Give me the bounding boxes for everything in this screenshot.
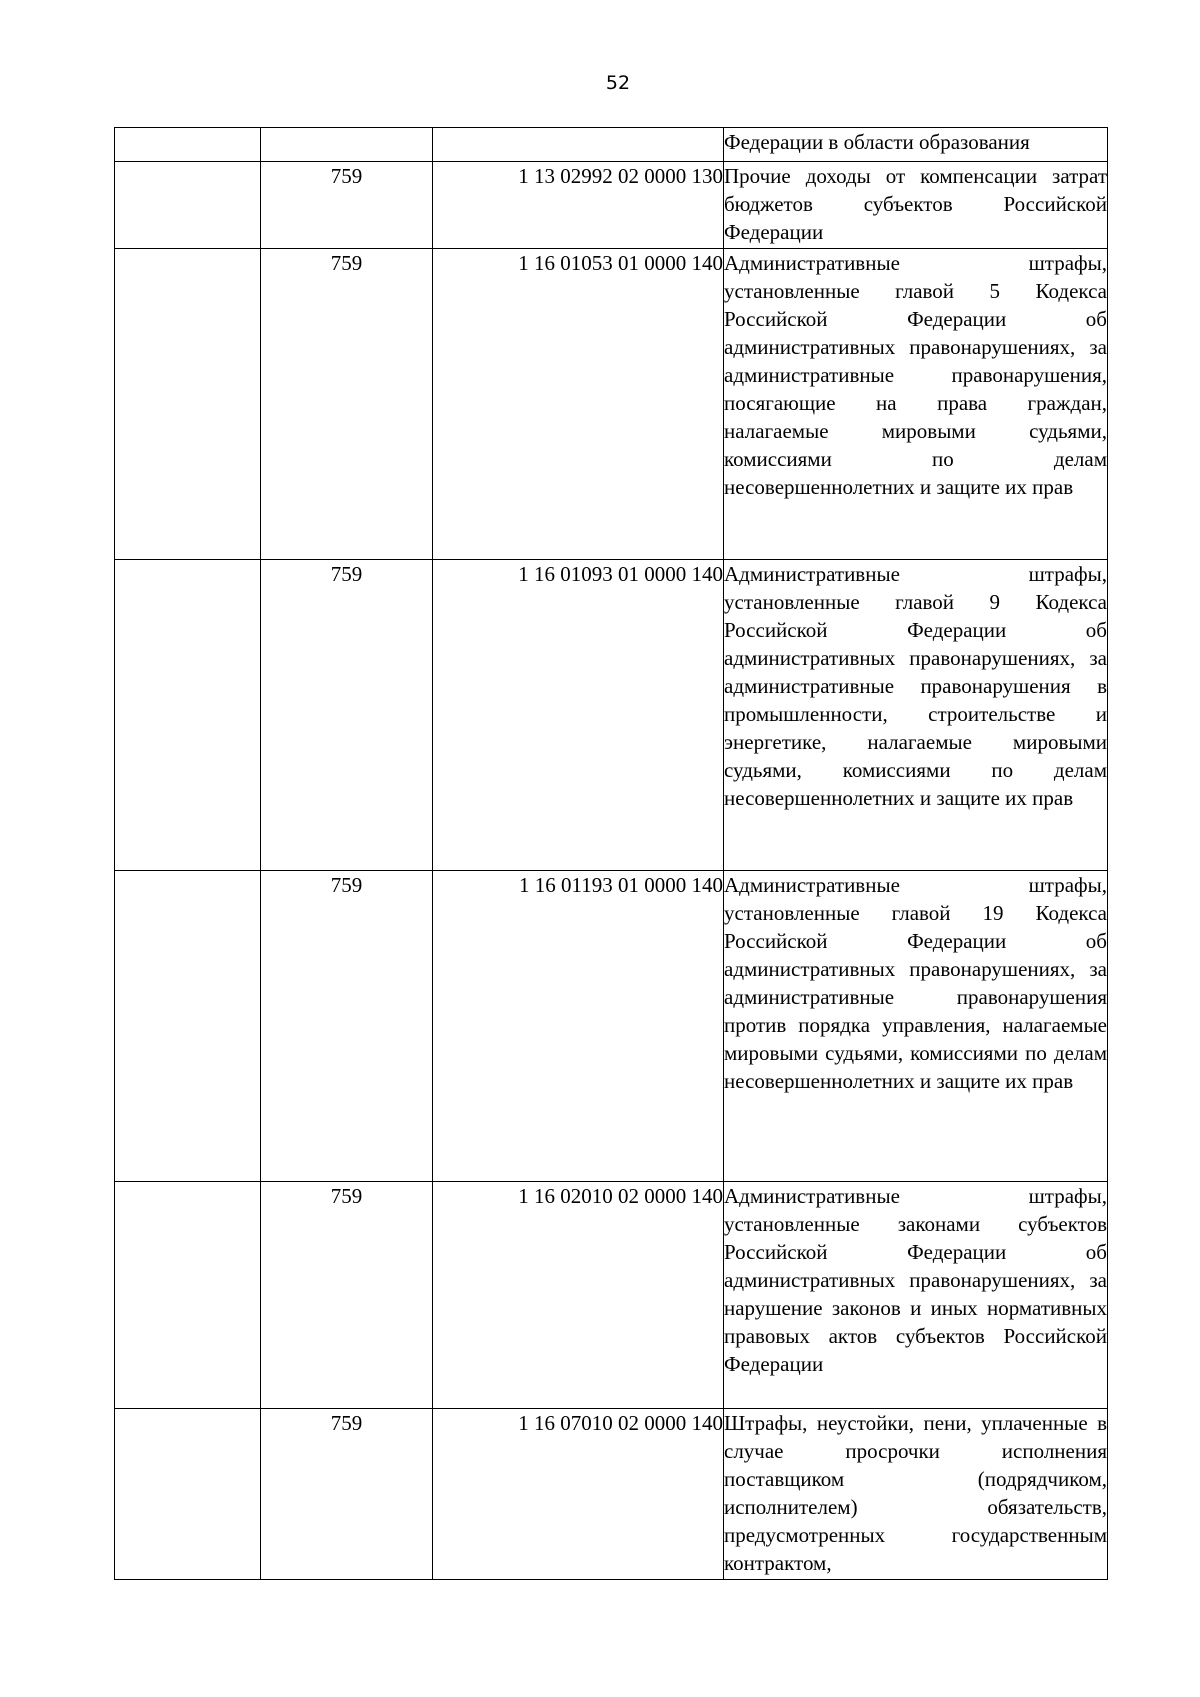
admin-code-cell: 759 — [261, 249, 433, 560]
admin-code-cell: 759 — [261, 1182, 433, 1409]
budget-code-cell — [433, 128, 724, 162]
income-name-cell: Административные штрафы, установленные главой 5 Кодекса Российской Федерации об административных правонарушениях, за административные правонарушения, посягающие на права граждан, налагаемые мировыми судьями, комиссиями по делам несовершеннолетних и защите их прав — [724, 249, 1108, 560]
income-name-cell: Административные штрафы, установленные главой 19 Кодекса Российской Федерации об административных правонарушениях, за административные правонарушения против порядка управления, налагаемые мировыми судьями, комиссиями по делам несовершеннолетних и защите их прав — [724, 871, 1108, 1182]
admin-code-cell: 759 — [261, 162, 433, 249]
empty-cell — [115, 1182, 261, 1409]
table-row — [115, 249, 1108, 560]
table-row — [115, 560, 1108, 871]
empty-cell — [115, 1409, 261, 1580]
empty-cell — [115, 871, 261, 1182]
admin-code-cell: 759 — [261, 1409, 433, 1580]
table-row — [115, 128, 1108, 162]
empty-cell — [115, 128, 261, 162]
income-name-cell: Федерации в области образования — [724, 128, 1108, 162]
table-row — [115, 871, 1108, 1182]
table-row — [115, 1182, 1108, 1409]
budget-code-cell: 1 16 01093 01 0000 140 — [433, 560, 724, 871]
budget-code-cell: 1 16 01193 01 0000 140 — [433, 871, 724, 1182]
admin-code-cell — [261, 128, 433, 162]
income-name-cell: Административные штрафы, установленные законами субъектов Российской Федерации об административных правонарушениях, за нарушение законов и иных нормативных правовых актов субъектов Российской Федерации — [724, 1182, 1108, 1409]
table-row — [115, 162, 1108, 249]
income-name-cell: Административные штрафы, установленные главой 9 Кодекса Российской Федерации об административных правонарушениях, за административные правонарушения в промышленности, строительстве и энергетике, налагаемые мировыми судьями, комиссиями по делам несовершеннолетних и защите их прав — [724, 560, 1108, 871]
empty-cell — [115, 560, 261, 871]
page-number: 52 — [605, 72, 631, 94]
admin-code-cell: 759 — [261, 560, 433, 871]
budget-code-cell: 1 16 02010 02 0000 140 — [433, 1182, 724, 1409]
empty-cell — [115, 249, 261, 560]
admin-code-cell: 759 — [261, 871, 433, 1182]
budget-code-cell: 1 16 01053 01 0000 140 — [433, 249, 724, 560]
budget-code-cell: 1 13 02992 02 0000 130 — [433, 162, 724, 249]
income-name-cell: Штрафы, неустойки, пени, уплаченные в случае просрочки исполнения поставщиком (подрядчиком, исполнителем) обязательств, предусмотренных государственным контрактом, — [724, 1409, 1108, 1580]
revenue-codes-table — [114, 127, 1108, 1580]
empty-cell — [115, 162, 261, 249]
budget-code-cell: 1 16 07010 02 0000 140 — [433, 1409, 724, 1580]
income-name-cell: Прочие доходы от компенсации затрат бюджетов субъектов Российской Федерации — [724, 162, 1108, 249]
table-row — [115, 1409, 1108, 1580]
